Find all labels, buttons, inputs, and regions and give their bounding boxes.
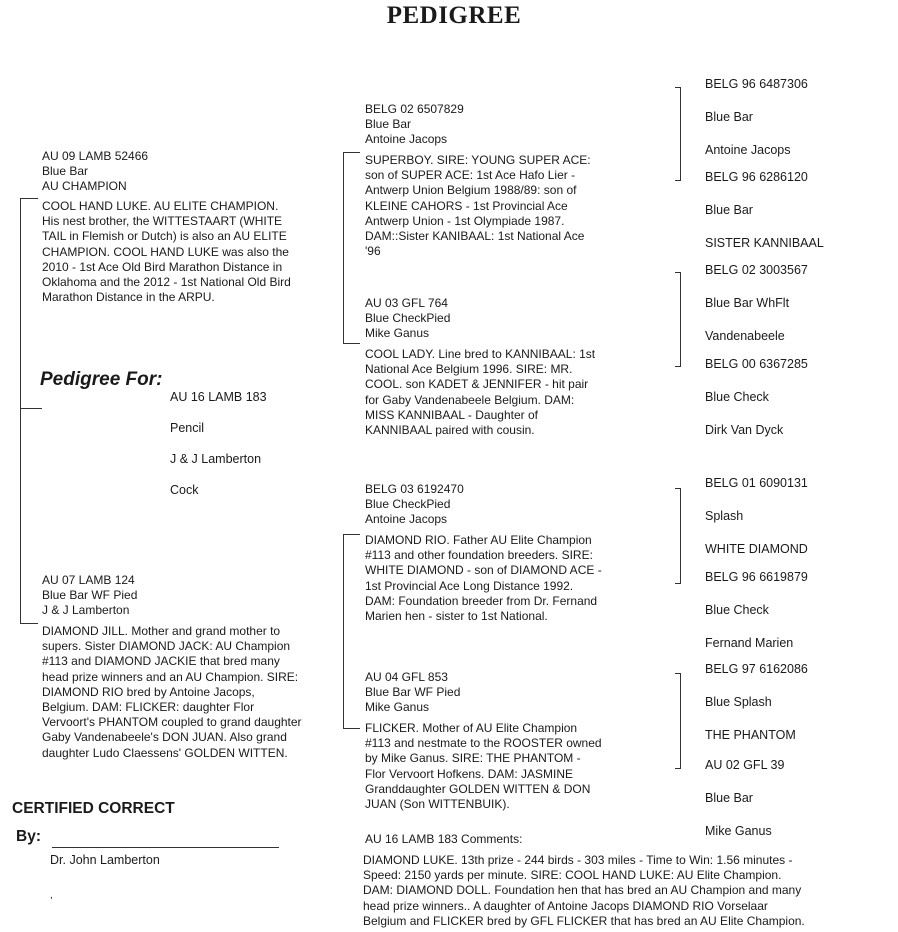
subject-info	[170, 374, 267, 514]
gg-color: Blue Splash	[705, 694, 772, 709]
sire-color: Blue Bar	[42, 164, 89, 179]
dam-description: DIAMOND JILL. Mother and grand mother to supers. Sister DIAMOND JACK: AU Champion #113 and DIAMOND JACKIE that bred many head prize winners and an AU Champion. SIRE: DIAMOND RIO bred by Antoine Jacops, Belgium. DAM: FLICKER: daughter Flor Vervoort's PHANTOM coupled to grand daughter Gaby Vandenabeele's DON JUAN. Also grand daughter Ludo Claessens' GOLDEN WITTEN.	[42, 624, 302, 760]
bracket-line	[343, 534, 344, 729]
ss-description: SUPERBOY. SIRE: YOUNG SUPER ACE: son of SUPER ACE: 1st Ace Hafo Lier - Antwerp Union Belgium 1988/89: son of KLEINE CAHORS - 1st Provincial Ace Antwerp Union - 1st Olympiade 1987. DAM::Sister KANIBAAL: 1st National Ace '96	[365, 153, 591, 259]
dd-color: Blue Bar WF Pied	[365, 685, 461, 700]
bracket-line	[675, 180, 681, 181]
bracket-line	[20, 408, 42, 409]
ss-name: Antoine Jacops	[365, 132, 448, 147]
bracket-line	[675, 366, 681, 367]
ds-name: Antoine Jacops	[365, 512, 448, 527]
ss-color: Blue Bar	[365, 117, 412, 132]
sire-name: AU CHAMPION	[42, 179, 127, 194]
signature-line	[52, 847, 279, 848]
gg-name: WHITE DIAMOND	[705, 541, 808, 556]
dd-band: AU 04 GFL 853	[365, 670, 448, 684]
sire-info	[42, 149, 148, 195]
subject-owner: J & J Lamberton	[170, 451, 262, 466]
gg-color: Blue Bar WhFlt	[705, 295, 790, 310]
sd-band: AU 03 GFL 764	[365, 296, 448, 310]
page-title: PEDIGREE	[386, 2, 522, 29]
sire-description: COOL HAND LUKE. AU ELITE CHAMPION. His nest brother, the WITTESTAART (WHITE TAIL in Flemish or Dutch) is also an AU ELITE CHAMPION. COOL HAND LUKE was also the 2010 - 1st Ace Old Bird Marathon Distance in Oklahoma and the 2012 - 1st National Old Bird Marathon Distance in the ARPU.	[42, 199, 291, 305]
ds-band: BELG 03 6192470	[365, 482, 464, 496]
ds-description: DIAMOND RIO. Father AU Elite Champion #113 and other foundation breeders. SIRE: WHITE DIAMOND - son of DIAMOND ACE - 1st Provincial Ace Long Distance 1992. DAM: Foundation breeder from Dr. Fernand Marien hen - sister to 1st National.	[365, 533, 602, 624]
bracket-line	[675, 583, 681, 584]
bracket-line	[343, 343, 360, 344]
gg-name: Fernand Marien	[705, 635, 794, 650]
bracket-line	[343, 534, 360, 535]
pedigree-for-heading: Pedigree For:	[40, 369, 163, 390]
dd-name: Mike Ganus	[365, 700, 430, 715]
gg-entry	[705, 740, 784, 856]
bracket-line	[675, 768, 681, 769]
gg-band: BELG 96 6619879	[705, 569, 808, 584]
dd-description: FLICKER. Mother of AU Elite Champion #113 and nestmate to the ROOSTER owned by Mike Ganus. SIRE: THE PHANTOM - Flor Vervoort Hofkens. DAM: JASMINE Granddaughter GOLDEN WITTEN & DON JUAN (Son WITTENBUIK).	[365, 721, 602, 812]
bracket-line	[675, 673, 681, 674]
gg-band: AU 02 GFL 39	[705, 757, 785, 772]
stray-mark: ,	[50, 890, 53, 901]
gg-name: Antoine Jacops	[705, 142, 791, 157]
dam-info	[42, 573, 137, 619]
sd-info	[365, 296, 450, 342]
bracket-line	[343, 728, 360, 729]
sd-name: Mike Ganus	[365, 326, 430, 341]
dam-band: AU 07 LAMB 124	[42, 573, 135, 587]
comments-header: AU 16 LAMB 183 Comments:	[365, 832, 523, 846]
gg-band: BELG 02 3003567	[705, 262, 808, 277]
dam-color: Blue Bar WF Pied	[42, 588, 138, 603]
bracket-line	[343, 152, 360, 153]
gg-name: SISTER KANNIBAAL	[705, 235, 824, 250]
bracket-line	[680, 488, 681, 584]
bracket-line	[20, 198, 38, 199]
bracket-line	[675, 87, 681, 88]
gg-band: BELG 01 6090131	[705, 475, 808, 490]
gg-name: Mike Ganus	[705, 823, 772, 838]
bracket-line	[343, 152, 344, 344]
certified-correct-label: CERTIFIED CORRECT	[12, 800, 175, 817]
ds-color: Blue CheckPied	[365, 497, 451, 512]
gg-band: BELG 96 6487306	[705, 76, 808, 91]
bracket-line	[20, 198, 21, 624]
gg-name: THE PHANTOM	[705, 727, 796, 742]
gg-color: Blue Bar	[705, 202, 753, 217]
by-label: By:	[16, 828, 41, 845]
dam-name: J & J Lamberton	[42, 603, 130, 618]
ss-band: BELG 02 6507829	[365, 102, 464, 116]
gg-color: Blue Bar	[705, 790, 753, 805]
bracket-line	[680, 87, 681, 181]
sd-description: COOL LADY. Line bred to KANNIBAAL: 1st National Ace Belgium 1996. SIRE: MR. COOL. son KADET & JENNIFER - hit pair for Gaby Vandenabeele Belgium. DAM: MISS KANNIBAAL - Daughter of KANNIBAAL paired with cousin.	[365, 347, 596, 438]
gg-name: Dirk Van Dyck	[705, 422, 784, 437]
subject-band: AU 16 LAMB 183	[170, 389, 267, 404]
signer-name: Dr. John Lamberton	[50, 853, 160, 867]
gg-band: BELG 00 6367285	[705, 356, 808, 371]
gg-color: Blue Bar	[705, 109, 753, 124]
bracket-line	[675, 272, 681, 273]
bracket-line	[680, 673, 681, 769]
comments-text: DIAMOND LUKE. 13th prize - 244 birds - 303 miles - Time to Win: 1.56 minutes - Speed: 2150 yards per minute. SIRE: COOL HAND LUKE: AU Elite Champion. DAM: DIAMOND DOLL. Foundation hen that has bred an AU Champion and many head prize winners.. A daughter of Antoine Jacops DIAMOND RIO Vorselaar Belgium and FLICKER bred by GFL FLICKER that has bred an AU Elite Champion.	[363, 853, 805, 928]
gg-band: BELG 96 6286120	[705, 169, 808, 184]
dd-info	[365, 670, 460, 716]
ss-info	[365, 102, 464, 148]
bracket-line	[680, 272, 681, 367]
gg-color: Blue Check	[705, 389, 769, 404]
sire-band: AU 09 LAMB 52466	[42, 149, 149, 163]
sd-color: Blue CheckPied	[365, 311, 451, 326]
ds-info	[365, 482, 464, 528]
gg-name: Vandenabeele	[705, 328, 785, 343]
gg-color: Blue Check	[705, 602, 769, 617]
subject-color: Pencil	[170, 420, 205, 435]
subject-sex: Cock	[170, 482, 199, 497]
gg-color: Splash	[705, 508, 744, 523]
bracket-line	[675, 488, 681, 489]
gg-entry	[705, 339, 808, 455]
gg-band: BELG 97 6162086	[705, 661, 808, 676]
bracket-line	[20, 623, 38, 624]
